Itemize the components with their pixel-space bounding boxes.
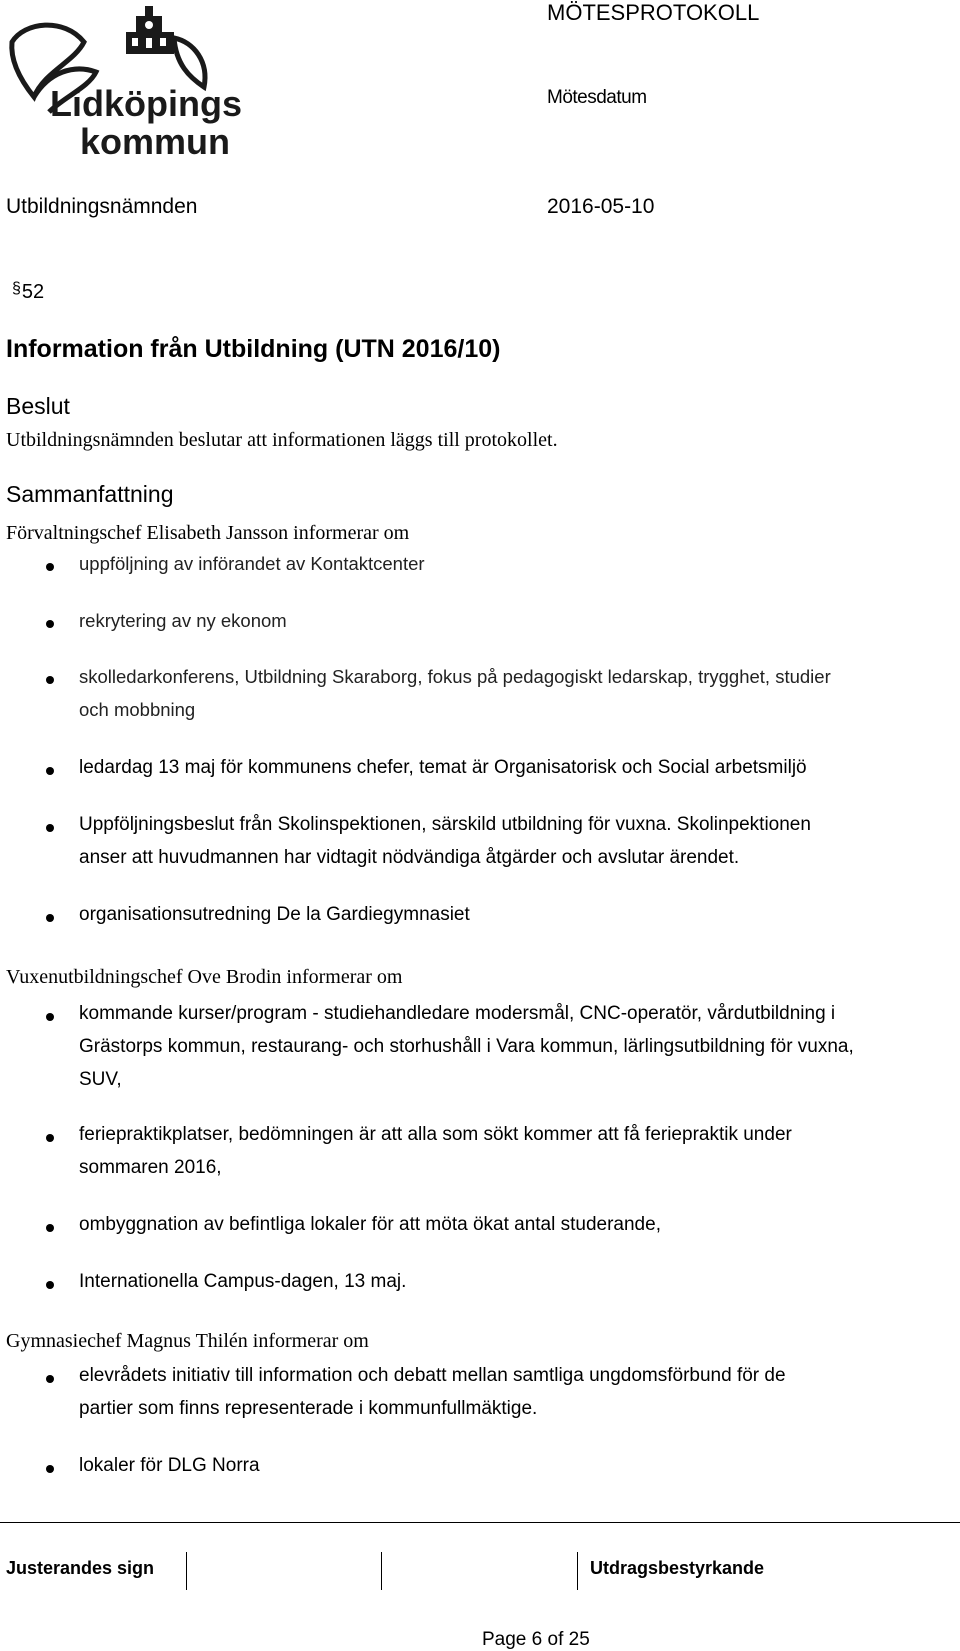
group-intro: Gymnasiechef Magnus Thilén informerar om [6,1330,369,1352]
logo-wordmark-line1: Lidköpings [50,83,242,124]
decision-text: Utbildningsnämnden beslutar att informationen läggs till protokollet. [6,429,558,451]
list-item-continued: och mobbning [79,699,196,720]
paragraph-symbol: § [12,280,21,297]
list-item: ombyggnation av befintliga lokaler för att möta ökat antal studerande, [79,1214,661,1235]
meeting-date: 2016-05-10 [547,195,655,218]
list-item: feriepraktikplatser, bedömningen är att alla som sökt kommer att få feriepraktik under [79,1124,792,1145]
list-item: kommande kurser/program - studiehandledare modersmål, CNC-operatör, vårdutbildning i [79,1003,836,1024]
list-item: uppföljning av införandet av Kontaktcenter [79,553,425,574]
group-intro: Förvaltningschef Elisabeth Jansson informerar om [6,522,410,544]
bullet-icon [46,914,54,922]
list-item: rekrytering av ny ekonom [79,610,287,631]
logo-wordmark-line2: kommun [80,121,231,162]
decision-heading: Beslut [6,393,70,419]
bullet-icon [46,1013,54,1021]
list-item-continued: SUV, [79,1069,122,1090]
list-item: Uppföljningsbeslut från Skolinspektionen, särskild utbildning för vuxna. Skolinpektionen [79,814,811,835]
paragraph-number-value: 52 [21,281,45,303]
list-item-continued: partier som finns representerade i kommunfullmäktige. [79,1398,538,1419]
bullet-icon [46,563,54,571]
page-number: Page 6 of 25 [482,1629,590,1650]
bullet-icon [46,1281,54,1289]
justerandes-sign-label: Justerandes sign [6,1558,155,1578]
list-item: lokaler för DLG Norra [79,1455,260,1476]
bullet-icon [46,1375,54,1383]
bullet-icon [46,1465,54,1473]
list-item: elevrådets initiativ till information och debatt mellan samtliga ungdomsförbund för de [79,1365,786,1386]
bullet-icon [46,1134,54,1142]
bullet-icon [46,1224,54,1232]
document-type: MÖTESPROTOKOLL [547,0,760,25]
footer-signature-box-divider [381,1552,382,1590]
list-item: ledardag 13 maj för kommunens chefer, temat är Organisatorisk och Social arbetsmiljö [79,757,807,778]
section-title: Information från Utbildning (UTN 2016/10) [6,335,501,363]
footer-divider [0,1522,960,1523]
list-item-continued: anser att huvudmannen har vidtagit nödvändiga åtgärder och avslutar ärendet. [79,847,740,868]
list-item: skolledarkonferens, Utbildning Skaraborg, fokus på pedagogiskt ledarskap, trygghet, studier [79,666,831,687]
list-item: organisationsutredning De la Gardiegymnasiet [79,904,470,925]
group-intro: Vuxenutbildningschef Ove Brodin informerar om [6,966,403,988]
list-item-continued: Grästorps kommun, restaurang- och storhushåll i Vara kommun, lärlingsutbildning för vuxna, [79,1036,854,1057]
certification-label: Utdragsbestyrkande [590,1558,765,1578]
bullet-icon [46,824,54,832]
list-item: Internationella Campus-dagen, 13 maj. [79,1271,407,1292]
paragraph-number [12,281,44,304]
bullet-icon [46,620,54,628]
department-name: Utbildningsnämnden [6,195,198,218]
list-item-continued: sommaren 2016, [79,1157,222,1178]
footer-signature-box-divider [577,1552,578,1590]
bullet-icon [46,676,54,684]
summary-heading: Sammanfattning [6,481,174,507]
bullet-icon [46,767,54,775]
meeting-date-label: Mötesdatum [547,87,647,108]
footer-signature-box-divider [186,1552,187,1590]
